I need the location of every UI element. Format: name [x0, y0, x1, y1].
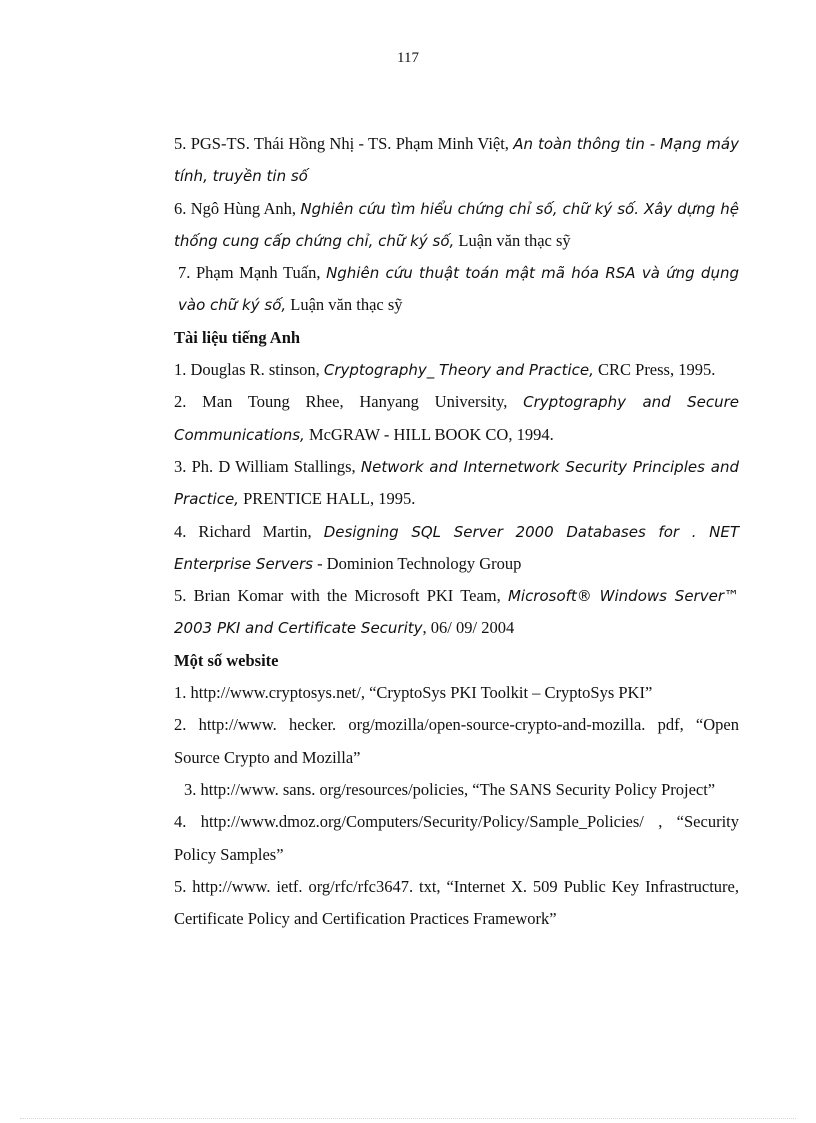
website-item: 4. http://www.dmoz.org/Computers/Security/Policy/Sample_Policies/ , “Security Policy Samples”: [174, 812, 739, 864]
reference-publisher: Luận văn thạc sỹ: [286, 295, 403, 315]
reference-authors: 6. Ngô Hùng Anh,: [174, 198, 301, 218]
reference-publisher: CRC Press, 1995.: [593, 360, 716, 380]
reference-list: [174, 128, 739, 935]
reference-authors: 5. Brian Komar with the Microsoft PKI Team,: [174, 586, 508, 606]
reference-item: [174, 128, 739, 193]
reference-publisher: Luận văn thạc sỹ: [454, 230, 571, 250]
reference-authors: 3. Ph. D William Stallings,: [174, 456, 361, 476]
reference-item: [174, 580, 739, 645]
reference-title: Microsoft® Windows Server™ 2003 PKI and Certificate Security: [174, 587, 739, 638]
website-item: 1. http://www.cryptosys.net/, “CryptoSys PKI Toolkit – CryptoSys PKI”: [174, 683, 653, 703]
reference-title: Nghiên cứu tìm hiểu chứng chỉ số, chữ ký số. Xây dựng hệ thống cung cấp chứng chỉ, chữ ký số,: [174, 199, 739, 250]
reference-item: [174, 386, 739, 451]
reference-publisher: PRENTICE HALL, 1995.: [238, 489, 416, 509]
section-heading-english: Tài liệu tiếng Anh: [174, 327, 301, 347]
website-item: 3. http://www. sans. org/resources/policies, “The SANS Security Policy Project”: [184, 779, 716, 799]
website-item: 5. http://www. ietf. org/rfc/rfc3647. txt, “Internet X. 509 Public Key Infrastructure, Certificate Policy and Certification Practices Framework”: [174, 876, 739, 929]
reference-title: Cryptography_ Theory and Practice,: [323, 361, 594, 380]
reference-authors: 2. Man Toung Rhee, Hanyang University,: [174, 392, 524, 412]
reference-authors: 7. Phạm Mạnh Tuấn,: [178, 263, 327, 283]
reference-authors: 1. Douglas R. stinson,: [174, 360, 324, 380]
reference-item: [174, 451, 739, 516]
section-heading-websites: Một số website: [174, 650, 279, 670]
website-item: 2. http://www. hecker. org/mozilla/open-source-crypto-and-mozilla. pdf, “Open Source Crypto and Mozilla”: [174, 715, 739, 767]
reference-title: An toàn thông tin - Mạng máy tính, truyền tin số: [174, 135, 739, 186]
reference-title: Designing SQL Server 2000 Databases for . NET Enterprise Servers: [174, 522, 739, 573]
reference-item: [174, 193, 739, 258]
reference-title: Network and Internetwork Security Principles and Practice,: [174, 457, 739, 509]
reference-authors: 4. Richard Martin,: [174, 521, 324, 541]
reference-item: [174, 257, 739, 322]
reference-publisher: , 06/ 09/ 2004: [422, 618, 515, 638]
reference-item: [174, 516, 739, 581]
reference-publisher: - Dominion Technology Group: [312, 553, 522, 573]
reference-title: Nghiên cứu thuật toán mật mã hóa RSA và ứng dụng vào chữ ký số,: [178, 264, 739, 315]
page-number: 117: [397, 50, 419, 66]
reference-publisher: McGRAW - HILL BOOK CO, 1994.: [304, 424, 554, 444]
reference-title: Cryptography and Secure Communications,: [174, 393, 739, 444]
reference-item: [174, 354, 739, 386]
page-bottom-divider: [20, 1118, 796, 1119]
reference-authors: 5. PGS-TS. Thái Hồng Nhị - TS. Phạm Minh Việt,: [174, 134, 514, 153]
